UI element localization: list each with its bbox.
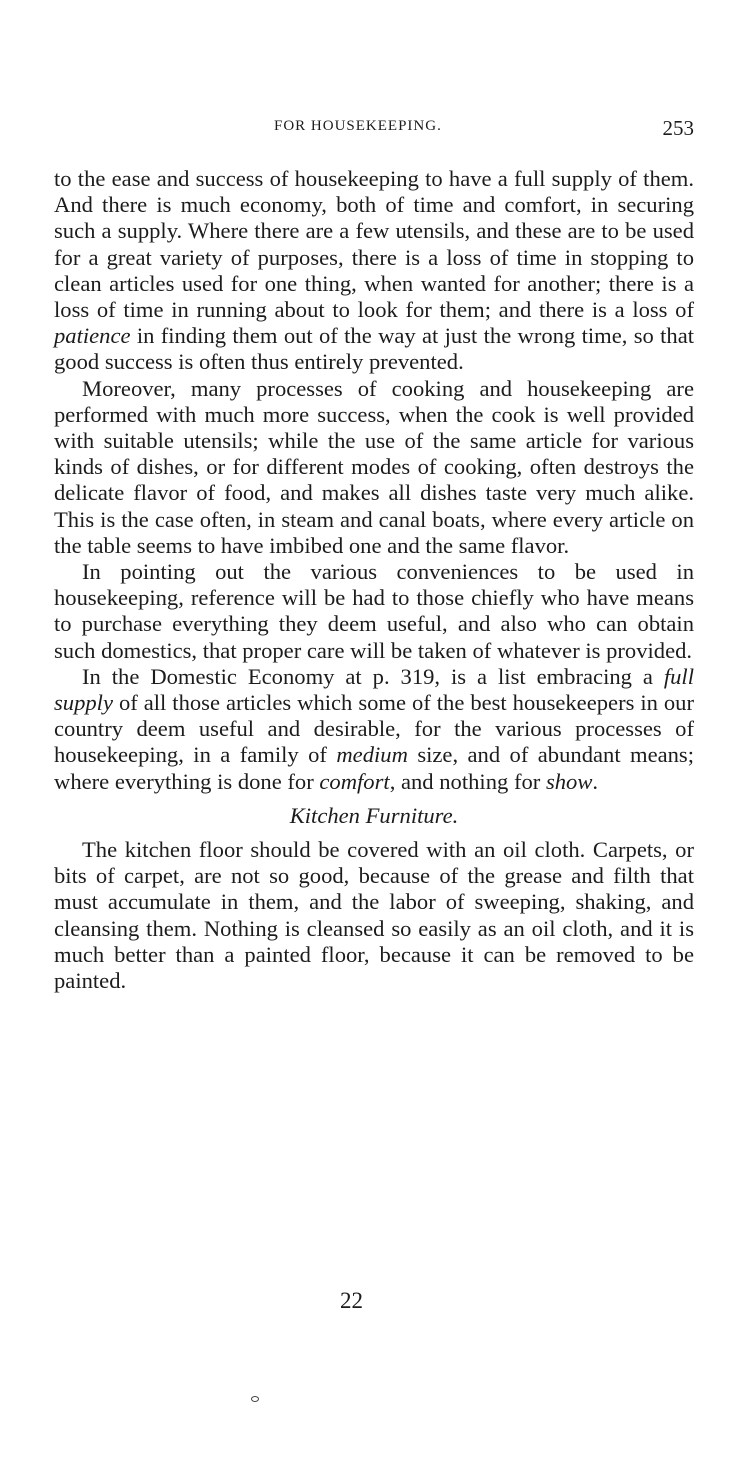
text-run: Moreover, many processes of cooking and housekeeping are performed with much more success, when the cook is well provided with suitable utensils; while the use of the same article for various kinds of dishes, or for different modes of cooking, often destroys the delicate flavor of food, and makes all dishes taste very much alike. This is the case often, in steam and canal boats, where every article on the table seems to have imbibed one and the same flavor.	[54, 375, 694, 558]
paragraph-3	[54, 559, 694, 664]
text-run: In the Domestic Economy at p. 319, is a list embracing a	[82, 663, 664, 689]
running-head	[54, 118, 694, 148]
text-run: in finding them out of the way at just the wrong time, so that good success is often thus entirely prevented.	[54, 323, 694, 375]
text-run: In pointing out the various conveniences to be used in housekeeping, reference will be had to those chiefly who have means to purchase everything they deem useful, and also who can obtain such domestics, that proper care will be taken of whatever is provided.	[54, 559, 694, 663]
italic-text: medium	[336, 742, 408, 768]
text-run: size, and of abundant means; where everything is done for	[54, 742, 695, 794]
text-run: of all those articles which some of the best housekeepers in our country deem useful and desirable, for the various processes of housekeeping, in a family of	[54, 690, 694, 768]
section-heading: Kitchen Furniture.	[289, 802, 459, 828]
text-run: The kitchen floor should be covered with an oil cloth. Carpets, or bits of carpet, are not so good, because of the grease and filth that must accumulate in them, and the labor of sweeping, shaking, and cleansing them. Nothing is cleansed so easily as an oil cloth, and it is much better than a painted floor, because it can be removed to be painted.	[54, 837, 694, 994]
text-run: .	[592, 768, 599, 794]
text-run: , and nothing for	[389, 768, 546, 794]
paragraph-1	[54, 166, 694, 376]
italic-text: comfort	[319, 768, 390, 794]
paragraph-4	[54, 664, 694, 795]
italic-text: show	[545, 768, 593, 794]
paragraph-2	[54, 376, 694, 559]
page-number: 253	[662, 116, 694, 140]
ink-spot	[251, 1396, 259, 1402]
text-run: to the ease and success of housekeeping to have a full supply of them. And there is much economy, both of time and comfort, in securing such a supply. Where there are a few utensils, and these are to be used for a great variety of purposes, there is a loss of time in stopping to clean articles used for one thing, when wanted for another; there is a loss of time in running about to look for them; and there is a loss of	[54, 166, 694, 323]
running-title: FOR HOUSEKEEPING.	[274, 118, 442, 134]
signature-mark: 22	[340, 1288, 363, 1313]
italic-text: full supply	[54, 663, 694, 716]
italic-text: patience	[54, 323, 131, 349]
body-text	[54, 166, 694, 994]
paragraph-5	[54, 837, 694, 994]
